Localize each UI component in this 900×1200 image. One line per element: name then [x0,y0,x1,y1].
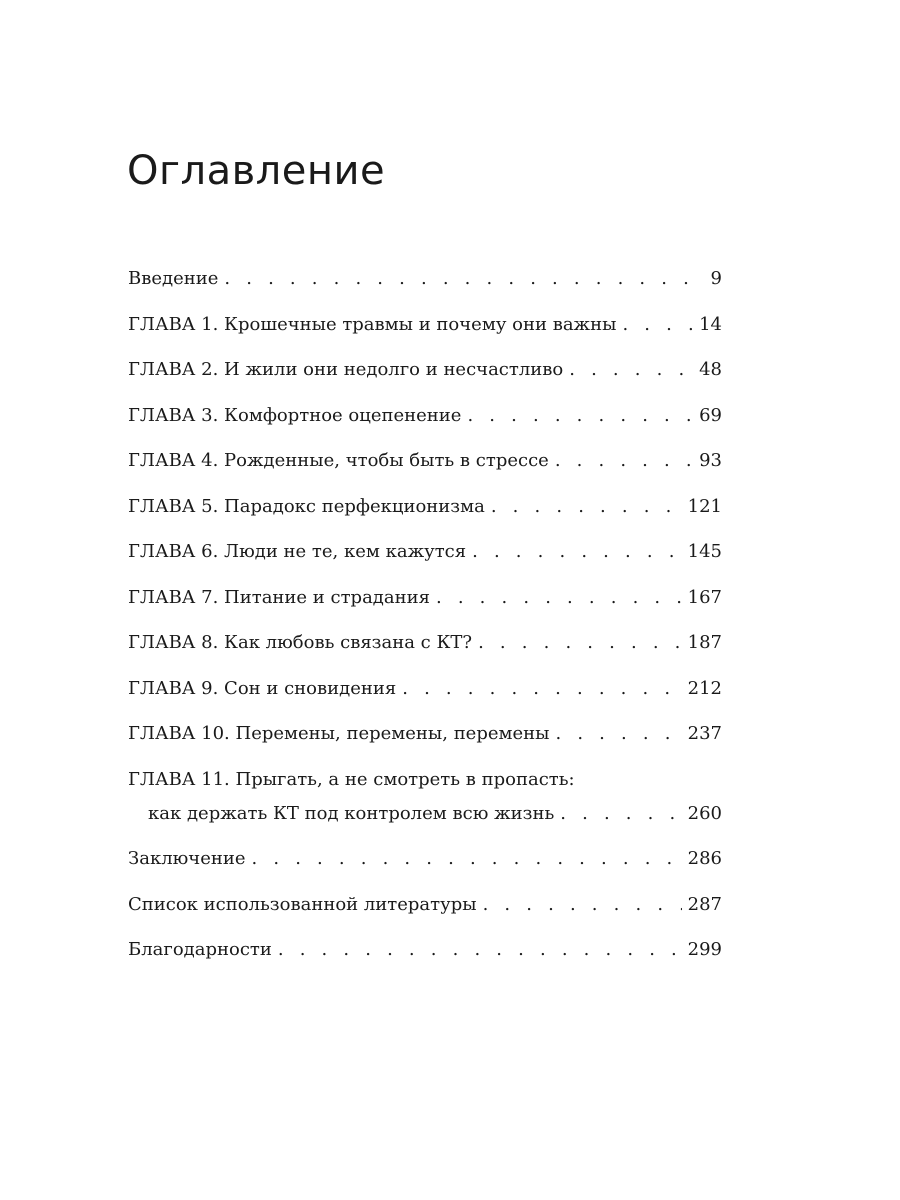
toc-entry-chapter-1 [128,308,722,354]
toc-entry-page-number: 260 [687,802,722,824]
toc-entry-label: ГЛАВА 9. Сон и сновидения [128,677,397,699]
toc-entry-chapter-7 [128,581,722,627]
toc-entry-label: Заключение [128,848,246,869]
toc-entry-label-continuation: как держать КТ под контролем всю жизнь [148,802,555,824]
dot-leader [556,717,682,751]
toc-entry-bibliography [128,888,722,934]
toc-entry-label: ГЛАВА 6. Люди не те, кем кажутся [128,541,467,562]
toc-entry-label: ГЛАВА 11. Прыгать, а не смотреть в пропасть: [128,768,575,790]
toc-entry-page-number: 237 [687,723,722,744]
toc-entry-label: ГЛАВА 1. Крошечные травмы и почему они важны [128,313,617,335]
toc-entry-label: ГЛАВА 8. Как любовь связана с КТ? [128,632,473,653]
toc-entry-chapter-4 [128,444,722,490]
toc-entry-label: ГЛАВА 4. Рожденные, чтобы быть в стрессе [128,450,549,471]
dot-leader [622,308,693,342]
toc-entry-page-number: 145 [687,541,722,562]
dot-leader [278,933,682,967]
toc-entry-page-number: 299 [687,939,722,960]
dot-leader [472,535,682,569]
dot-leader [467,399,693,433]
toc-entry-chapter-3 [128,399,722,445]
dot-leader [569,353,693,387]
dot-leader [491,490,682,524]
toc-entry-chapter-9 [128,672,722,718]
toc-entry-page-number: 287 [687,893,722,915]
dot-leader [252,842,682,876]
dot-leader [436,581,682,615]
toc-entry-chapter-10 [128,717,722,763]
toc-entry-chapter-8 [128,626,722,672]
toc-entry-page-number: 121 [687,495,722,517]
toc-entry-page-number: 48 [699,359,722,380]
toc-entry-label: ГЛАВА 3. Комфортное оцепенение [128,404,462,426]
toc-entry-page-number: 212 [687,677,722,699]
toc-entry-label: ГЛАВА 7. Питание и страдания [128,586,430,608]
table-of-contents [128,262,722,979]
toc-entry-label: ГЛАВА 10. Перемены, перемены, перемены [128,723,550,744]
toc-entry-conclusion [128,842,722,888]
toc-entry-chapter-6 [128,535,722,581]
toc-entry-label: Благодарности [128,939,272,960]
toc-entry-page-number: 14 [699,313,722,335]
dot-leader [478,626,682,660]
dot-leader [224,262,704,296]
page-title: Оглавление [127,148,386,194]
toc-entry-page-number: 69 [699,404,722,426]
toc-entry-label: Список использованной литературы [128,893,477,915]
toc-entry-label: Введение [128,268,219,289]
toc-entry-chapter-5 [128,490,722,536]
toc-entry-page-number: 93 [699,450,722,471]
toc-entry-page-number: 9 [710,268,722,289]
toc-entry-label: ГЛАВА 2. И жили они недолго и несчастливо [128,359,564,380]
toc-entry-label: ГЛАВА 5. Парадокс перфекционизма [128,495,485,517]
dot-leader [402,672,681,706]
dot-leader [560,797,681,831]
toc-entry-page-number: 187 [687,632,722,653]
dot-leader [555,444,693,478]
toc-entry-introduction [128,262,722,308]
toc-entry-chapter-11 [128,763,722,843]
toc-entry-acknowledgements [128,933,722,979]
toc-entry-page-number: 286 [687,848,722,869]
toc-entry-page-number: 167 [687,586,722,608]
dot-leader [483,888,682,922]
toc-entry-chapter-2 [128,353,722,399]
